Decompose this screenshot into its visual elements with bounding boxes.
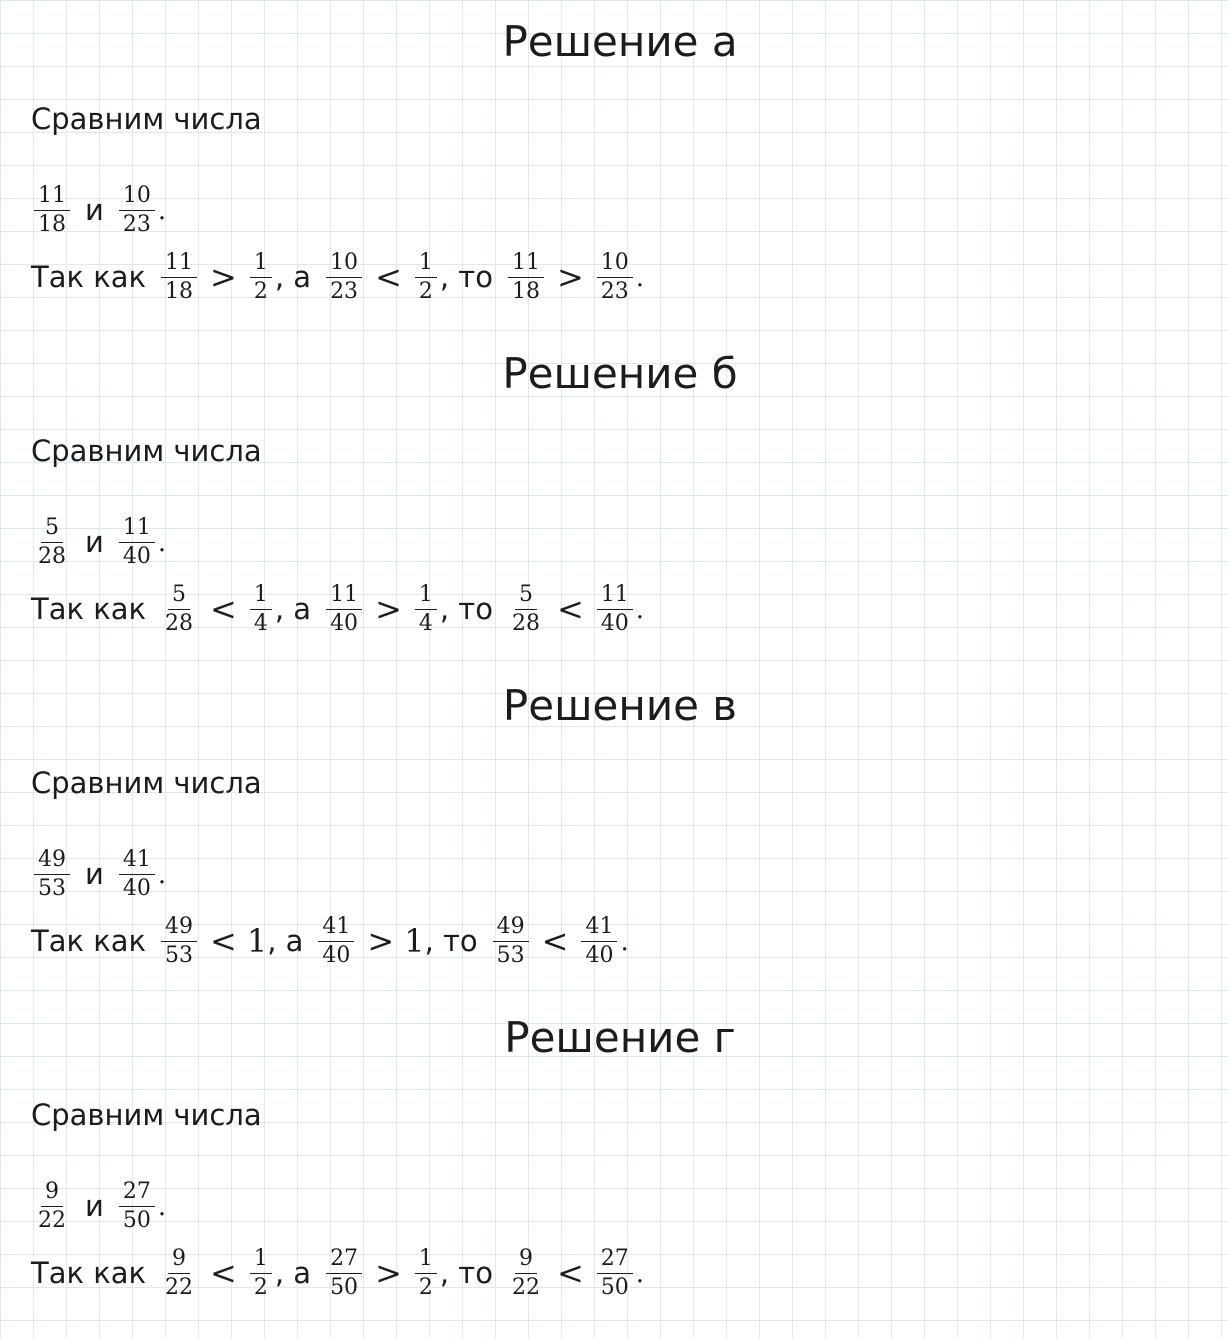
fraction xyxy=(508,582,544,637)
connector-a: , а xyxy=(274,1256,312,1290)
period: . xyxy=(620,927,629,957)
comparison-sign: < xyxy=(556,1254,584,1292)
comparison-sign: < xyxy=(210,922,237,960)
period: . xyxy=(635,1259,645,1289)
numerator: 1 xyxy=(250,582,272,610)
numerator: 1 xyxy=(250,1246,272,1274)
numerator: 5 xyxy=(168,582,190,610)
numerator: 11 xyxy=(119,515,155,543)
numerator: 1 xyxy=(250,250,272,278)
denominator: 50 xyxy=(122,1207,151,1233)
comparison-sign: > xyxy=(210,258,237,296)
numerator: 9 xyxy=(41,1179,63,1207)
comparison-sign: < xyxy=(210,590,237,628)
denominator: 40 xyxy=(122,543,151,569)
denominator: 2 xyxy=(418,1274,433,1300)
conjunction: и xyxy=(85,525,104,559)
denominator: 53 xyxy=(496,942,525,968)
fraction xyxy=(326,1246,362,1301)
intro-text-b: Сравним числа xyxy=(31,434,262,468)
fraction-pair-b xyxy=(31,510,166,574)
numerator: 1 xyxy=(415,250,437,278)
connector-to: , то xyxy=(439,592,493,626)
conjunction: и xyxy=(85,193,104,227)
numerator: 5 xyxy=(41,515,63,543)
numerator: 41 xyxy=(581,914,617,942)
intro-text-a: Сравним числа xyxy=(31,102,262,136)
connector-to: , то xyxy=(439,260,493,294)
fraction xyxy=(161,582,197,637)
denominator: 53 xyxy=(38,875,66,901)
denominator: 2 xyxy=(253,278,268,304)
connector-to: , то xyxy=(424,924,478,958)
connector-to: , то xyxy=(439,1256,493,1290)
fraction xyxy=(119,515,155,570)
numerator: 10 xyxy=(597,250,633,278)
section-title-v: Решение в xyxy=(502,681,738,730)
numerator: 9 xyxy=(168,1246,190,1274)
numerator: 5 xyxy=(515,582,537,610)
reason-prefix: Так как xyxy=(31,592,147,626)
comparison-sign: > xyxy=(375,590,402,628)
fraction xyxy=(581,914,617,969)
number-one: 1 xyxy=(404,922,425,960)
denominator: 22 xyxy=(511,1274,540,1300)
reasoning-line-g xyxy=(31,1241,644,1305)
denominator: 18 xyxy=(511,278,540,304)
denominator: 4 xyxy=(418,610,433,636)
fraction xyxy=(119,1179,155,1234)
comparison-sign: < xyxy=(556,590,584,628)
period: . xyxy=(635,263,645,293)
denominator: 22 xyxy=(38,1207,66,1233)
comparison-sign: > xyxy=(375,1254,402,1292)
denominator: 23 xyxy=(330,278,359,304)
fraction xyxy=(318,914,354,969)
period: . xyxy=(157,528,167,558)
section-title-b: Решение б xyxy=(502,349,738,398)
fraction xyxy=(34,515,70,570)
denominator: 28 xyxy=(38,543,66,569)
denominator: 28 xyxy=(165,610,194,636)
intro-text-v: Сравним числа xyxy=(31,766,262,800)
period: . xyxy=(157,860,167,890)
numerator: 9 xyxy=(515,1246,537,1274)
denominator: 23 xyxy=(122,211,151,237)
denominator: 2 xyxy=(253,1274,268,1300)
fraction xyxy=(34,847,70,902)
connector-a: , а xyxy=(267,924,304,958)
conjunction: и xyxy=(85,1189,104,1223)
reason-prefix: Так как xyxy=(31,924,147,958)
numerator: 11 xyxy=(326,582,362,610)
period: . xyxy=(157,1192,167,1222)
fraction xyxy=(415,1246,437,1301)
denominator: 2 xyxy=(418,278,433,304)
denominator: 40 xyxy=(122,875,151,901)
denominator: 53 xyxy=(165,942,194,968)
denominator: 4 xyxy=(253,610,268,636)
connector-a: , а xyxy=(274,260,312,294)
fraction xyxy=(34,1179,70,1234)
numerator: 49 xyxy=(493,914,529,942)
section-title-g: Решение г xyxy=(504,1013,736,1062)
fraction-pair-a xyxy=(31,178,166,242)
conjunction: и xyxy=(85,857,104,891)
fraction xyxy=(415,582,437,637)
fraction xyxy=(119,183,155,238)
numerator: 49 xyxy=(34,847,70,875)
denominator: 23 xyxy=(600,278,629,304)
denominator: 28 xyxy=(511,610,540,636)
numerator: 11 xyxy=(597,582,633,610)
numerator: 11 xyxy=(508,250,544,278)
numerator: 27 xyxy=(597,1246,633,1274)
fraction-pair-g xyxy=(31,1174,166,1238)
comparison-sign: > xyxy=(367,922,395,960)
fraction xyxy=(326,250,362,305)
fraction xyxy=(161,250,197,305)
numerator: 1 xyxy=(415,582,437,610)
numerator: 10 xyxy=(119,183,155,211)
fraction xyxy=(326,582,362,637)
fraction xyxy=(250,1246,272,1301)
reasoning-line-b xyxy=(31,577,644,641)
reasoning-line-a xyxy=(31,245,644,309)
fraction xyxy=(597,250,633,305)
section-title-a: Решение а xyxy=(502,17,738,66)
numerator: 41 xyxy=(119,847,155,875)
numerator: 11 xyxy=(161,250,197,278)
fraction xyxy=(508,250,544,305)
reasoning-line-v xyxy=(31,909,629,973)
fraction xyxy=(161,914,197,969)
fraction xyxy=(250,250,272,305)
denominator: 22 xyxy=(165,1274,194,1300)
fraction xyxy=(119,847,155,902)
comparison-sign: < xyxy=(210,1254,237,1292)
fraction xyxy=(597,582,633,637)
denominator: 50 xyxy=(330,1274,359,1300)
reason-prefix: Так как xyxy=(31,1256,147,1290)
fraction xyxy=(250,582,272,637)
period: . xyxy=(635,595,645,625)
intro-text-g: Сравним числа xyxy=(31,1098,262,1132)
denominator: 40 xyxy=(322,942,351,968)
fraction xyxy=(493,914,529,969)
fraction xyxy=(161,1246,197,1301)
comparison-sign: > xyxy=(556,258,584,296)
numerator: 11 xyxy=(34,183,70,211)
numerator: 27 xyxy=(119,1179,155,1207)
numerator: 41 xyxy=(318,914,354,942)
denominator: 18 xyxy=(38,211,66,237)
fraction xyxy=(597,1246,633,1301)
numerator: 49 xyxy=(161,914,197,942)
comparison-sign: < xyxy=(375,258,402,296)
denominator: 18 xyxy=(165,278,194,304)
denominator: 40 xyxy=(600,610,629,636)
fraction xyxy=(415,250,437,305)
reason-prefix: Так как xyxy=(31,260,147,294)
numerator: 27 xyxy=(326,1246,362,1274)
denominator: 40 xyxy=(585,942,614,968)
number-one: 1 xyxy=(246,922,268,960)
fraction xyxy=(508,1246,544,1301)
numerator: 1 xyxy=(415,1246,437,1274)
denominator: 50 xyxy=(600,1274,629,1300)
fraction-pair-v xyxy=(31,842,166,906)
numerator: 10 xyxy=(326,250,362,278)
denominator: 40 xyxy=(330,610,359,636)
period: . xyxy=(157,196,167,226)
fraction xyxy=(34,183,70,238)
connector-a: , а xyxy=(274,592,312,626)
comparison-sign: < xyxy=(541,922,569,960)
